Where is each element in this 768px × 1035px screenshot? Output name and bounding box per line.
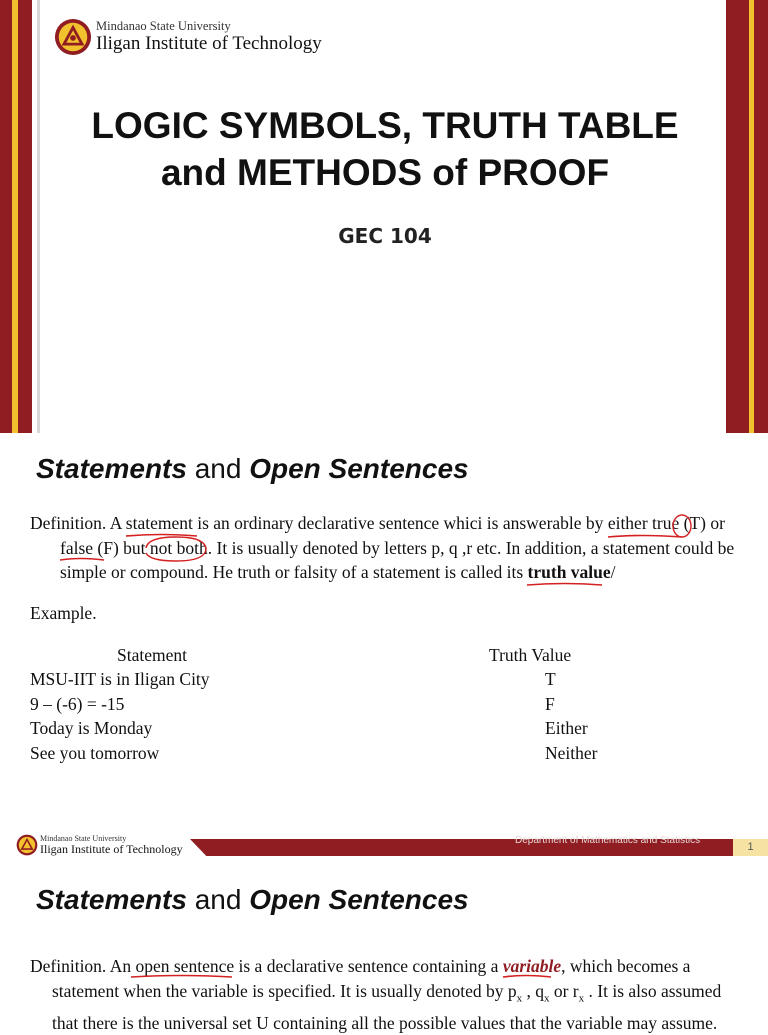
- university-logo: [54, 16, 322, 58]
- title-slide: [0, 0, 768, 433]
- logo-line1: Mindanao State University: [96, 20, 322, 33]
- page-title: [40, 102, 730, 196]
- def-keyword-open-sentence: open sentence: [135, 956, 234, 976]
- table-row: [30, 692, 597, 717]
- left-maroon-bar: [0, 0, 12, 433]
- open-sentences-slide: [0, 858, 768, 1024]
- def-line1: [30, 956, 690, 976]
- def-keyword-statement: statement: [126, 513, 193, 533]
- table-row: [30, 668, 597, 693]
- heading-and: and: [195, 884, 242, 915]
- footer-logo-line2: Iligan Institute of Technology: [40, 843, 183, 855]
- def-keyword-truth-value: truth value: [528, 562, 611, 582]
- table-header-row: [30, 643, 597, 668]
- heading-and: and: [195, 453, 242, 484]
- subscript: x: [544, 992, 550, 1004]
- cell-truth-value: Neither: [489, 741, 597, 766]
- col-header-truth-value: Truth Value: [489, 643, 597, 668]
- title-line1: LOGIC SYMBOLS, TRUTH TABLE: [40, 102, 730, 149]
- def-text: . It is also assumed: [584, 981, 721, 1001]
- def-line1: [30, 513, 725, 533]
- def-line2: [30, 536, 750, 561]
- def-text: Definition. A: [30, 513, 126, 533]
- right-gold-stripe: [749, 0, 754, 433]
- slide-footer: [0, 831, 768, 859]
- heading-open-sentences: Open Sentences: [249, 884, 468, 915]
- page-number: 1: [733, 839, 768, 856]
- subscript: x: [517, 992, 523, 1004]
- def-text: or r: [549, 981, 578, 1001]
- cell-truth-value: Either: [489, 717, 597, 742]
- statement-definition: [30, 511, 750, 585]
- def-line3: [30, 560, 750, 585]
- footer-logo: [16, 833, 183, 857]
- university-seal-icon: [16, 833, 38, 857]
- def-text: , q: [522, 981, 544, 1001]
- left-maroon-bar-inner: [18, 0, 32, 433]
- def-text: statement when the variable is specified. It is usually denoted by p: [52, 981, 517, 1001]
- heading-statements: Statements: [36, 884, 187, 915]
- def-text: , which becomes a: [561, 956, 690, 976]
- def-text: Definition. An: [30, 956, 135, 976]
- def-text: /: [611, 562, 616, 582]
- def-text: . It is usually denoted by letters p, q ,r etc. In addition, a statement could be: [208, 538, 734, 558]
- cell-statement: 9 – (-6) = -15: [30, 692, 489, 717]
- table-row: [30, 741, 597, 766]
- open-sentence-definition: [30, 954, 750, 1035]
- truth-value-table: [30, 643, 597, 766]
- def-text: is an ordinary declarative sentence whici is answerable by: [193, 513, 608, 533]
- def-line3: that there is the universal set U containing all the possible values that the variable may assume.: [30, 1011, 750, 1035]
- logo-line2: Iligan Institute of Technology: [96, 34, 322, 54]
- def-text: (T) or: [679, 513, 725, 533]
- slide-heading: [36, 453, 469, 485]
- right-maroon-bar: [726, 0, 768, 433]
- statements-slide: [0, 433, 768, 858]
- cell-statement: MSU-IIT is in Iligan City: [30, 668, 489, 693]
- def-keyword-variable: variable: [503, 956, 561, 976]
- example-label: Example.: [30, 603, 97, 624]
- university-seal-icon: [54, 16, 92, 58]
- def-keyword-not-both: not both: [150, 538, 208, 558]
- heading-statements: Statements: [36, 453, 187, 484]
- subscript: x: [579, 992, 585, 1004]
- col-header-statement: Statement: [30, 643, 489, 668]
- slide-heading: [36, 884, 469, 916]
- cell-statement: See you tomorrow: [30, 741, 489, 766]
- footer-department: Department of Mathematics and Statistics: [515, 835, 700, 846]
- left-shadow-stripe: [37, 0, 40, 433]
- def-keyword-either-true: either true: [608, 513, 679, 533]
- footer-logo-line1: Mindanao State University: [40, 835, 183, 843]
- def-text: is a declarative sentence containing a: [234, 956, 503, 976]
- def-line2: [30, 979, 750, 1011]
- def-text: simple or compound. He truth or falsity of a statement is called its: [60, 562, 528, 582]
- cell-truth-value: F: [489, 692, 597, 717]
- title-line2: and METHODS of PROOF: [40, 149, 730, 196]
- course-code: GEC 104: [40, 224, 730, 248]
- def-text: false (F) but: [60, 538, 150, 558]
- table-row: [30, 717, 597, 742]
- heading-open-sentences: Open Sentences: [249, 453, 468, 484]
- cell-truth-value: T: [489, 668, 597, 693]
- cell-statement: Today is Monday: [30, 717, 489, 742]
